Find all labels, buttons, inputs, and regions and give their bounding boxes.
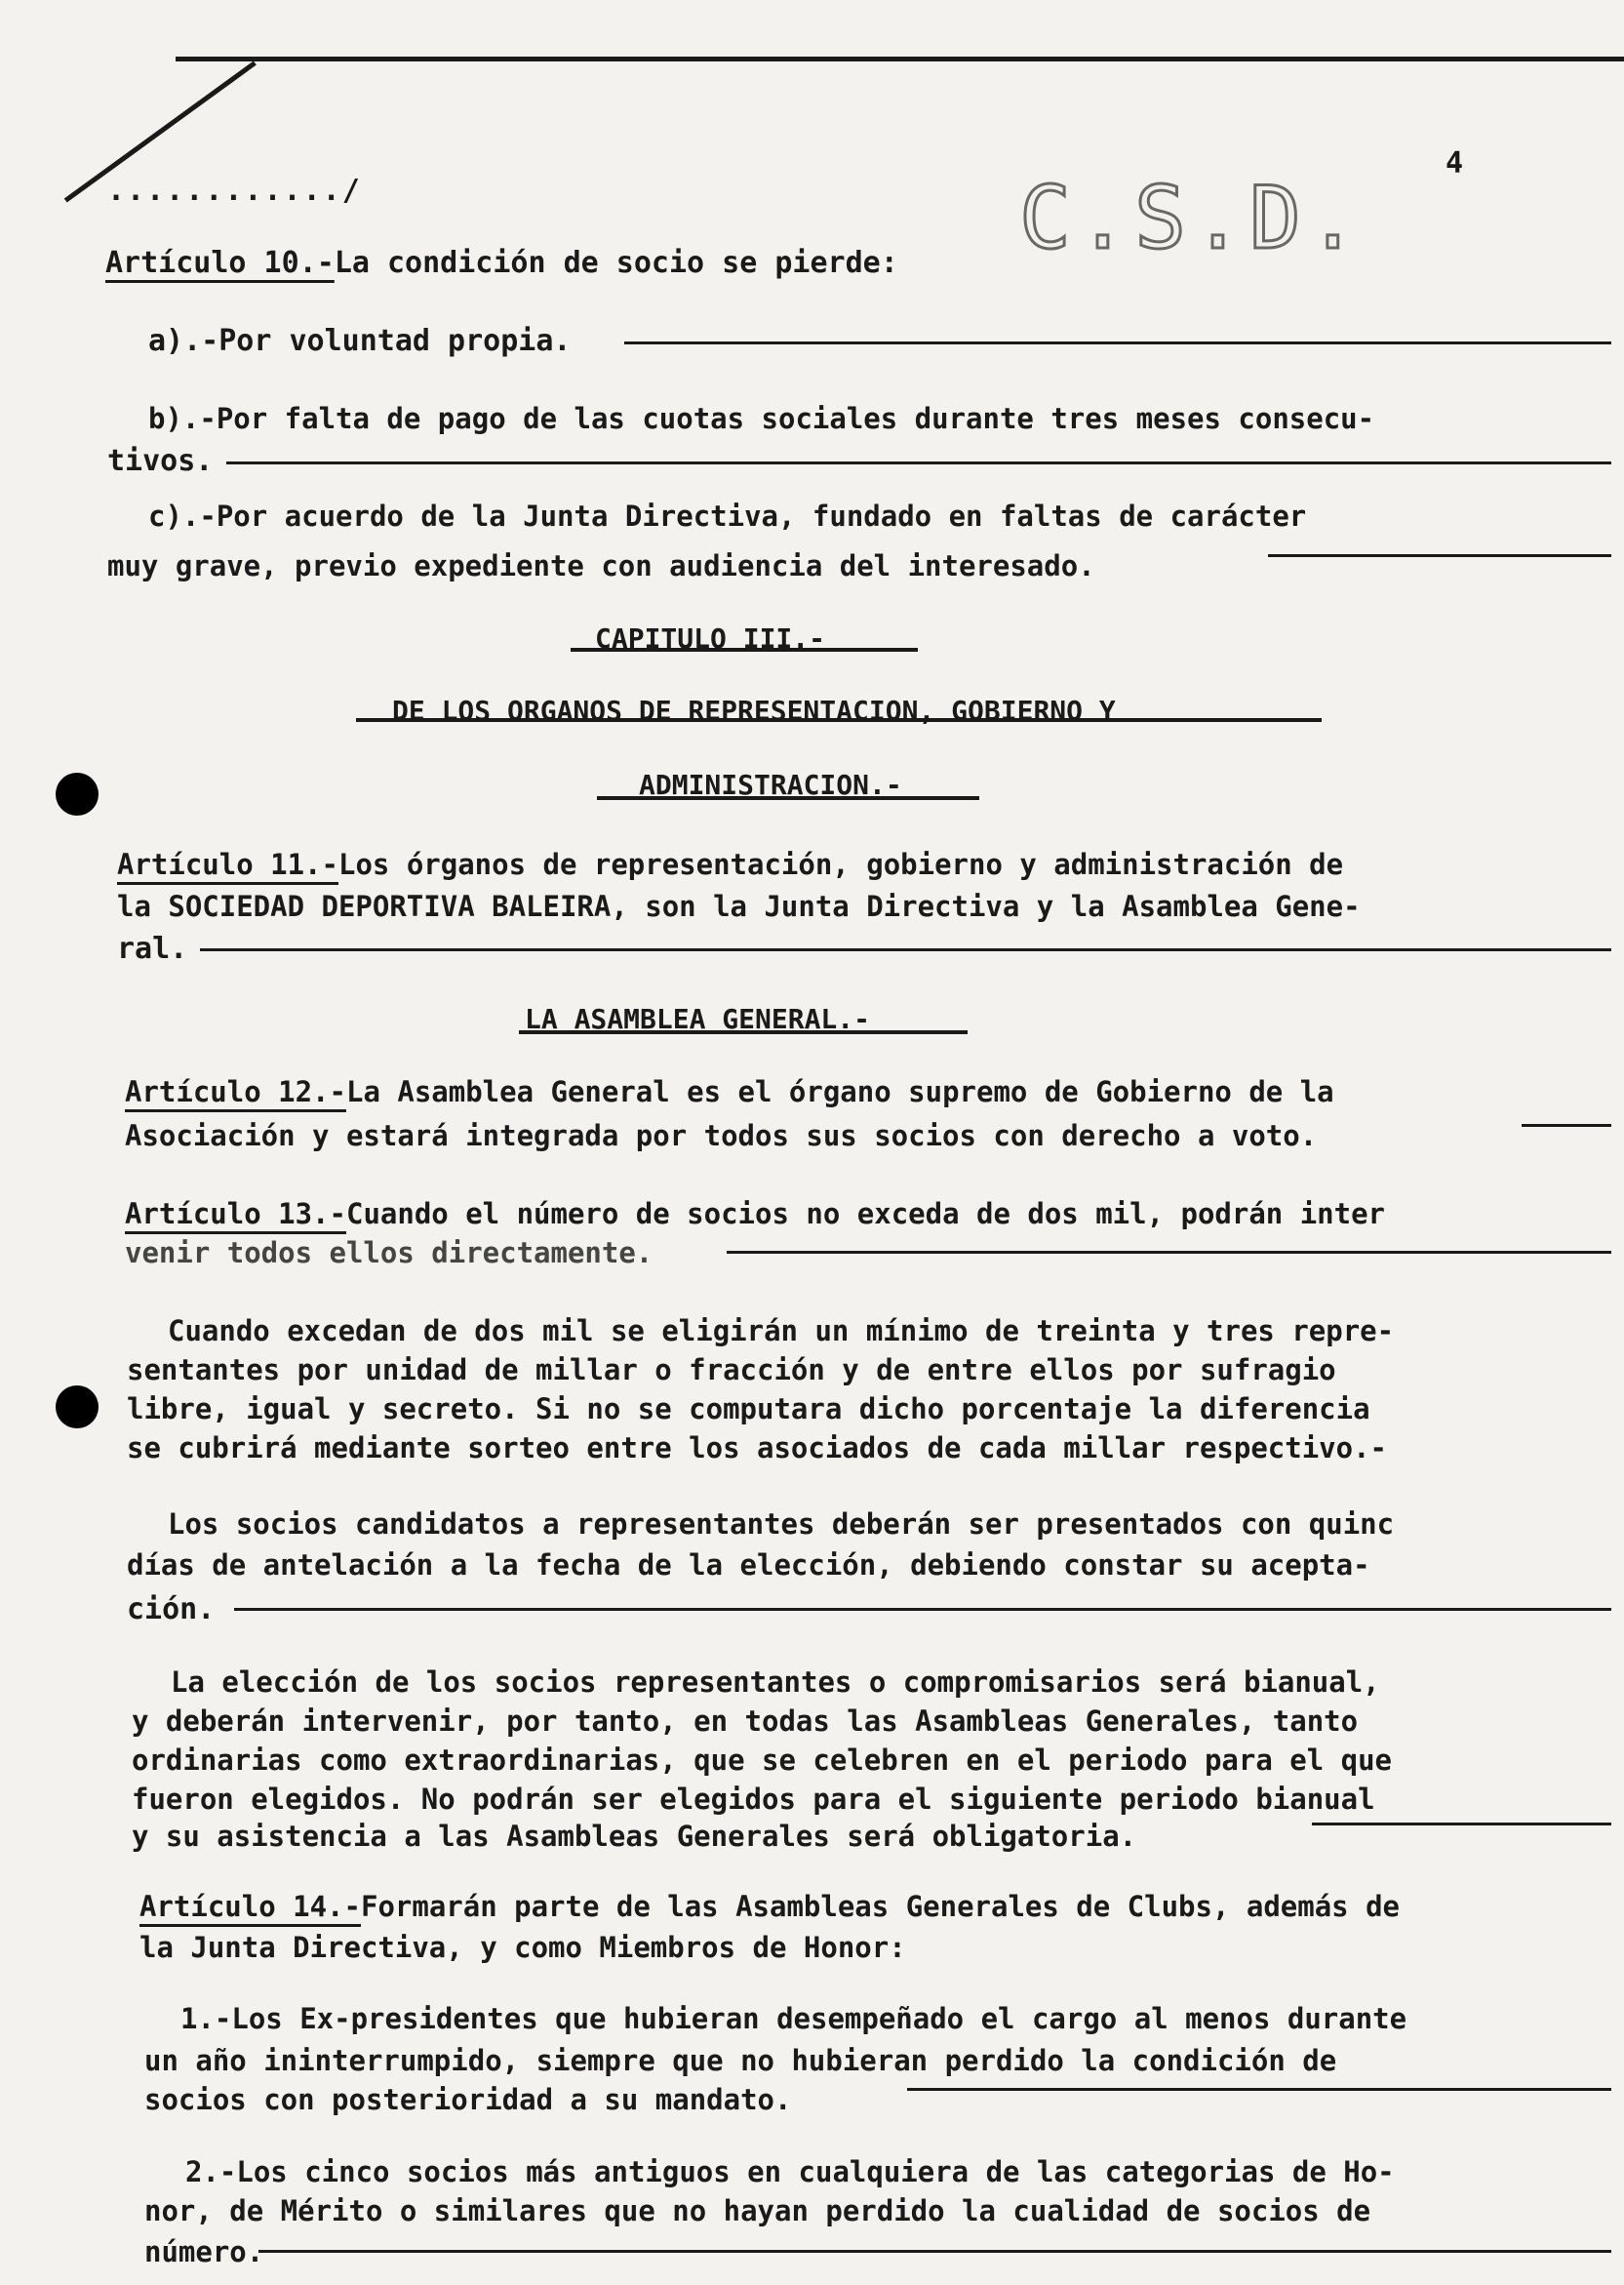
fill-line — [200, 948, 1611, 951]
art13-line-1: Artículo 13.-Cuando el número de socios no exceda de dos mil, podrán inter — [125, 1197, 1386, 1230]
stamp-mark: C.S.D. — [1019, 168, 1365, 268]
art10-item-c-1: c).-Por acuerdo de la Junta Directiva, fundado en faltas de carácter — [148, 500, 1307, 533]
art14-line-1: Artículo 14.-Formarán parte de las Asambleas Generales de Clubs, además de — [139, 1890, 1401, 1923]
page-border-top — [176, 57, 1624, 61]
fill-line — [1522, 1124, 1611, 1127]
art13-p3-line-3: ción. — [127, 1592, 216, 1626]
art13-p2-line-1: Cuando excedan de dos mil se eligirán un mínimo de treinta y tres repre- — [168, 1314, 1395, 1347]
fill-line — [907, 2088, 1611, 2091]
art13-p3-line-1: Los socios candidatos a representantes deberán ser presentados con quinc — [168, 1507, 1395, 1541]
art13-p4-line-1: La elección de los socios representantes o compromisarios será bianual, — [171, 1665, 1380, 1699]
art10-item-a: a).-Por voluntad propia. — [148, 324, 572, 358]
art14-item-1-line-2: un año ininterrumpido, siempre que no hubieran perdido la condición de — [144, 2044, 1337, 2077]
art10-text: La condición de socio se pierde: — [334, 246, 898, 280]
fill-line — [258, 2250, 1611, 2253]
art10-item-c-2: muy grave, previo expediente con audiencia del interesado. — [107, 549, 1095, 582]
art11-label: Artículo 11.- — [117, 848, 338, 881]
art13-p4-line-5: y su asistencia a las Asambleas Generales será obligatoria. — [132, 1820, 1137, 1853]
art12-label: Artículo 12.- — [125, 1075, 346, 1108]
art14-item-2-line-3: número. — [144, 2235, 264, 2268]
chapter-subtitle-1: DE LOS ORGANOS DE REPRESENTACION, GOBIERNO Y — [392, 695, 1116, 727]
chapter-subtitle-underline-1 — [356, 718, 1322, 722]
continuation-mark: ............/ — [107, 174, 362, 208]
chapter-title: CAPITULO III.- — [595, 622, 826, 655]
art13-p2-line-3: libre, igual y secreto. Si no se computara dicho porcentaje la diferencia — [127, 1392, 1370, 1425]
chapter-subtitle-underline-2 — [597, 796, 979, 800]
art13-p4-line-2: y deberán intervenir, por tanto, en todas las Asambleas Generales, tanto — [132, 1704, 1359, 1738]
art10-heading — [105, 246, 898, 280]
punch-hole — [56, 1385, 99, 1428]
fill-line — [226, 461, 1611, 464]
fill-line — [727, 1251, 1611, 1254]
art10-item-b-2: tivos. — [107, 444, 214, 478]
art13-p2-line-2: sentantes por unidad de millar o fracción y de entre ellos por sufragio — [127, 1353, 1336, 1386]
art12-line-1: Artículo 12.-La Asamblea General es el órgano supremo de Gobierno de la — [125, 1075, 1334, 1108]
art14-item-2-line-1: 2.-Los cinco socios más antiguos en cualquiera de las categorias de Ho- — [185, 2155, 1395, 2188]
art14-item-1-line-3: socios con posterioridad a su mandato. — [144, 2083, 792, 2116]
art12-line-2: Asociación y estará integrada por todos sus socios con derecho a voto. — [125, 1119, 1318, 1152]
fill-line — [1312, 1823, 1611, 1825]
punch-hole — [56, 773, 99, 816]
section-title-underline — [519, 1030, 968, 1034]
art14-line-2: la Junta Directiva, y como Miembros de Honor: — [139, 1931, 906, 1964]
art10-label: Artículo 10.- — [105, 246, 335, 280]
art13-label: Artículo 13.- — [125, 1197, 346, 1230]
art11-line-3: ral. — [117, 932, 188, 966]
chapter-title-underline — [571, 648, 918, 652]
art13-p4-line-4: fueron elegidos. No podrán ser elegidos para el siguiente periodo bianual — [132, 1783, 1375, 1816]
art13-line-2: venir todos ellos directamente. — [125, 1236, 654, 1269]
art13-p3-line-2: días de antelación a la fecha de la elección, debiendo constar su acepta- — [127, 1548, 1370, 1582]
art11-line-2: la SOCIEDAD DEPORTIVA BALEIRA, son la Junta Directiva y la Asamblea Gene- — [117, 890, 1361, 923]
page-number: 4 — [1446, 146, 1464, 180]
fill-line — [624, 341, 1611, 344]
art14-item-2-line-2: nor, de Mérito o similares que no hayan perdido la cualidad de socios de — [144, 2194, 1371, 2227]
art13-p2-line-4: se cubrirá mediante sorteo entre los asociados de cada millar respectivo.- — [127, 1431, 1388, 1464]
art10-item-b-1: b).-Por falta de pago de las cuotas sociales durante tres meses consecu- — [148, 402, 1375, 435]
art11-line-1: Artículo 11.-Los órganos de representación, gobierno y administración de — [117, 848, 1344, 881]
section-title: LA ASAMBLEA GENERAL.- — [525, 1003, 871, 1035]
fill-line — [1268, 554, 1611, 557]
fill-line — [234, 1608, 1611, 1611]
chapter-subtitle-2: ADMINISTRACION.- — [639, 769, 902, 801]
art14-item-1-line-1: 1.-Los Ex-presidentes que hubieran desempeñado el cargo al menos durante — [180, 2002, 1407, 2035]
art13-p4-line-3: ordinarias como extraordinarias, que se celebren en el periodo para el que — [132, 1744, 1393, 1777]
art14-label: Artículo 14.- — [139, 1890, 361, 1923]
